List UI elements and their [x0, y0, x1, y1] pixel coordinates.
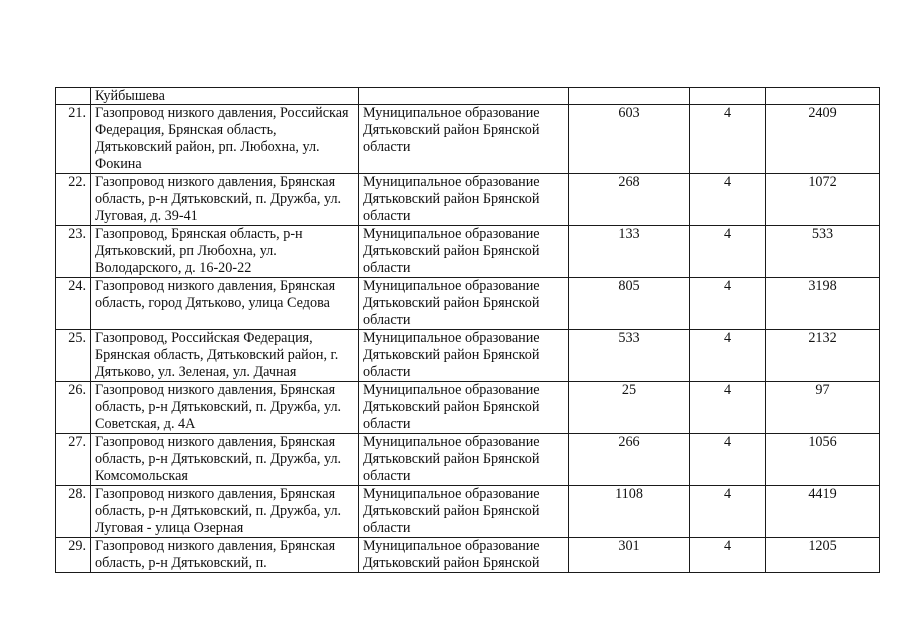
value-amount: 3198 — [766, 278, 880, 330]
row-number: 24. — [56, 278, 91, 330]
table-row — [56, 174, 880, 226]
owner: Муниципальное образование Дятьковский район Брянской области — [359, 382, 569, 434]
row-number: 22. — [56, 174, 91, 226]
owner: Муниципальное образование Дятьковский район Брянской области — [359, 105, 569, 174]
table-row — [56, 226, 880, 278]
owner: Муниципальное образование Дятьковский район Брянской области — [359, 486, 569, 538]
owner: Муниципальное образование Дятьковский район Брянской области — [359, 278, 569, 330]
object-name: Газопровод низкого давления, Брянская область, р-н Дятьковский, п. Дружба, ул. Луговая, д. 39-41 — [91, 174, 359, 226]
table-row — [56, 105, 880, 174]
pressure-value: 4 — [690, 382, 766, 434]
row-number — [56, 88, 91, 105]
row-number: 25. — [56, 330, 91, 382]
object-name: Газопровод низкого давления, Брянская область, р-н Дятьковский, п. Дружба, ул. Комсомольская — [91, 434, 359, 486]
pressure-value: 4 — [690, 330, 766, 382]
object-name: Газопровод низкого давления, Брянская область, р-н Дятьковский, п. Дружба, ул. Советская, д. 4А — [91, 382, 359, 434]
object-name: Газопровод, Российская Федерация, Брянская область, Дятьковский район, г. Дятьково, ул. Зеленая, ул. Дачная — [91, 330, 359, 382]
owner: Муниципальное образование Дятьковский район Брянской области — [359, 226, 569, 278]
pressure-value: 4 — [690, 278, 766, 330]
value-amount: 2409 — [766, 105, 880, 174]
pressure-value — [690, 88, 766, 105]
object-name: Куйбышева — [91, 88, 359, 105]
pressure-value: 4 — [690, 538, 766, 573]
row-number: 29. — [56, 538, 91, 573]
object-name: Газопровод низкого давления, Брянская область, р-н Дятьковский, п. — [91, 538, 359, 573]
pressure-value: 4 — [690, 486, 766, 538]
value-amount — [766, 88, 880, 105]
owner: Муниципальное образование Дятьковский район Брянской области — [359, 434, 569, 486]
table-row — [56, 486, 880, 538]
value-amount: 97 — [766, 382, 880, 434]
object-name: Газопровод низкого давления, Брянская область, р-н Дятьковский, п. Дружба, ул. Луговая - улица Озерная — [91, 486, 359, 538]
gas-pipeline-registry-table — [55, 87, 880, 573]
table-row — [56, 330, 880, 382]
value-amount: 2132 — [766, 330, 880, 382]
owner: Муниципальное образование Дятьковский район Брянской области — [359, 330, 569, 382]
value-amount: 1205 — [766, 538, 880, 573]
length-value — [569, 88, 690, 105]
pressure-value: 4 — [690, 434, 766, 486]
row-number: 28. — [56, 486, 91, 538]
length-value: 603 — [569, 105, 690, 174]
object-name: Газопровод низкого давления, Брянская область, город Дятьково, улица Седова — [91, 278, 359, 330]
length-value: 25 — [569, 382, 690, 434]
row-number: 21. — [56, 105, 91, 174]
length-value: 301 — [569, 538, 690, 573]
length-value: 133 — [569, 226, 690, 278]
table-row — [56, 434, 880, 486]
value-amount: 1072 — [766, 174, 880, 226]
owner: Муниципальное образование Дятьковский район Брянской области — [359, 174, 569, 226]
pressure-value: 4 — [690, 226, 766, 278]
length-value: 805 — [569, 278, 690, 330]
pressure-value: 4 — [690, 105, 766, 174]
length-value: 1108 — [569, 486, 690, 538]
pressure-value: 4 — [690, 174, 766, 226]
table-row — [56, 278, 880, 330]
row-number: 23. — [56, 226, 91, 278]
value-amount: 1056 — [766, 434, 880, 486]
row-number: 27. — [56, 434, 91, 486]
owner — [359, 88, 569, 105]
value-amount: 4419 — [766, 486, 880, 538]
table-row-continuation — [56, 88, 880, 105]
length-value: 533 — [569, 330, 690, 382]
object-name: Газопровод низкого давления, Российская Федерация, Брянская область, Дятьковский район, рп. Любохна, ул. Фокина — [91, 105, 359, 174]
row-number: 26. — [56, 382, 91, 434]
table-row — [56, 382, 880, 434]
length-value: 266 — [569, 434, 690, 486]
owner: Муниципальное образование Дятьковский район Брянской — [359, 538, 569, 573]
length-value: 268 — [569, 174, 690, 226]
value-amount: 533 — [766, 226, 880, 278]
object-name: Газопровод, Брянская область, р-н Дятьковский, рп Любохна, ул. Володарского, д. 16-20-22 — [91, 226, 359, 278]
table-row — [56, 538, 880, 573]
